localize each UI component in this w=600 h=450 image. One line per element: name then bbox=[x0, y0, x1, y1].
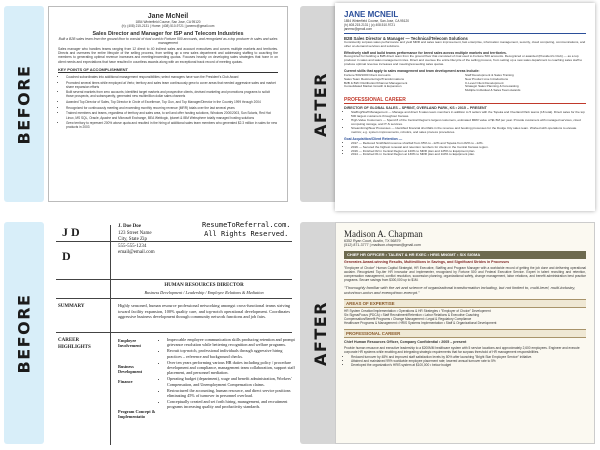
list-item: • Over ten years performing various HR duties including policy / procedure development and compliance, management team collaboration, support staff placement, and personnel mediation. bbox=[167, 360, 295, 376]
summary-label: SUMMARY bbox=[58, 304, 85, 309]
list-item: • Operating budget (department), wage and benefit administration, Workers' Compensation, and Unemployment Compensation claims. bbox=[167, 376, 295, 386]
list-item: • 2016 — Secured the highest renewal and retention numbers for clients in the Central Kansas region. bbox=[351, 146, 586, 150]
section-heading: PROFESSIONAL CAREER bbox=[344, 97, 586, 104]
list-item: • Staffing/Staff Management — Manage and direct 6 sales team members in addition to 5 sellers with the Topeka and Overland Park teams (18 total). Direct sales for the top 500 largest customers throughout Kansas. bbox=[351, 111, 586, 119]
job-heading: Chief Human Resources Officer, Company Confidential • 2005 – present bbox=[344, 340, 467, 345]
resume-summary: Sales manager who handles teams ranging from 12 direct to 40 indirect sales and account executives and covers multiple markets and territories. Directs and oversees the entire lifecycle of the selling process, from setting up a new sales department and addressing staffing to coaching the members to generating optimal revenue increases and meeting/exceeding quotas. Focuses heavily on developing sales strategies that hone in on client needs and expectations that have resulted in countless awards along with an exceptional track record of meeting quotas. bbox=[58, 47, 278, 64]
resume-summary: Recognized for building a B2B direct team from the ground floor that consisted of rival used to Fortune 500 accounts. Recognized or awarded (President's Club) — as a top producer in sales and sales management roles. Direct and oversee the entire lifecycle of the selling process, from setting up a new sales department to coaching sales staff to produce optimal revenue increases and meeting/exceeding sales quotas. bbox=[344, 54, 583, 66]
resume-after-hr bbox=[335, 222, 595, 444]
skill-item: Multiple Individual & Sales Team Awards bbox=[465, 88, 521, 93]
list-item: Healthcare Programs & Management • HRIS Systems Implementation • Staff & Organizational Development bbox=[344, 321, 497, 326]
before-label-top: BEFORE bbox=[4, 6, 44, 202]
section-heading: KEY POINTS OF ACCOMPLISHMENT bbox=[58, 67, 278, 73]
sub-label: Program Concept & Implementatio bbox=[118, 409, 156, 420]
job-list bbox=[351, 111, 586, 134]
list-item: • Promoted several times while employed at Verio; territory and sales team continuously grew to cover areas that needed aggressive sales and market share expansion efforts bbox=[66, 81, 278, 89]
divider bbox=[344, 33, 586, 34]
contact-line: City, State Zip bbox=[118, 237, 147, 243]
title-band: CHIEF HR OFFICER • TALENT & HR EXEC • HRIS MNGMT • SIX SIGMA bbox=[344, 251, 586, 259]
watermark bbox=[202, 221, 291, 239]
skills-intro: Current skills that apply to sales management and team development areas include: bbox=[344, 68, 480, 73]
resume-name: Madison A. Chapman bbox=[344, 229, 423, 239]
list-item: • Grew territory to represent 200% above quota and resulted in the hiring of additional sales team members who generated $2.3 million in sales for new products in 2003 bbox=[66, 121, 278, 129]
skill-item: B2B & B2C Distribution/Channel Management bbox=[344, 80, 408, 85]
resume-contact: (h) 408.215.2131 | (c) 408.510.9721 bbox=[344, 23, 395, 27]
list-item: • Built several markets from zero accounts; identified target markets and prospective clients, devised marketing and promotions programs to solicit those prospects, and subsequently, generated new multimillion dollar sales channels bbox=[66, 90, 278, 98]
skill-item: Fortune 500/1000 Client Accounts bbox=[344, 72, 391, 77]
resume-contact: (h): (408) 215-2131 | Home: (408) 510-9721 | janemc@gmail.com bbox=[121, 24, 215, 28]
list-item: Compensation/Benefit Programs • Change Management • Legal & Regulatory Compliance bbox=[344, 317, 472, 322]
list-item: • Streamlining/New Processes — Identified financial shortfalls in the revenue and booking processes for the Dodge City sales team. Worked with operations to elevate metrics; e.g. system improvements, robotics, and sales process procedures. bbox=[351, 127, 586, 135]
monogram-letter: D bbox=[62, 249, 71, 263]
career-label: HIGHLIGHTS bbox=[58, 345, 91, 350]
list-item: • Attained and maintained 99% worldwide employee placement rate; lowered annual turnover rate to 5% bbox=[351, 359, 586, 363]
resume-name: JANE MCNEIL bbox=[344, 10, 399, 19]
contact-block bbox=[118, 224, 155, 257]
job-description: Provide human resource and executive leadership to a $200MM healthcare system with 5 service locations and approximately 2,600 employees. Engineer and execute corporate HR systems while enabling and integrating strategic requirements that far surpass threshold of HR management responsibilities. bbox=[344, 345, 580, 354]
career-label: CAREER bbox=[58, 338, 80, 343]
monogram: J D bbox=[62, 225, 80, 239]
resume-contact: (512) 871-3777 | madison.chapman@gmail.com bbox=[344, 243, 421, 248]
resume-email: janemc@gmail.com bbox=[344, 27, 373, 31]
watermark-line: All Rights Reserved. bbox=[204, 230, 289, 238]
vertical-divider bbox=[110, 225, 111, 445]
goal-heading: Goal Acquisition/Client Retention — bbox=[344, 136, 403, 141]
list-item: • Restructured the accounting, human resource, and direct service positions eliminating 45% of turnover in personnel overload. bbox=[167, 388, 295, 398]
resume-summary: Highly seasoned, human resource professional networking amongst cross-functional teams striving toward facility expansion, 100% quality care, and top-notch operational development. Coordinates aggressive business development through community network functions and job fairs. bbox=[118, 303, 290, 320]
before-label-bottom: BEFORE bbox=[4, 222, 44, 444]
resume-address: 6352 Ryan Court, Austin, TX 56879 bbox=[344, 239, 401, 243]
contact-line: 123 Street Name bbox=[118, 230, 152, 236]
resume-quote: "Thoroughly familiar with the art and science of organizational transformation including, but not limited to, multi-level, multi-industry, union/non-union and exempt/non-exempt." bbox=[344, 284, 576, 295]
skill-item: C-Level Client Development bbox=[465, 80, 504, 85]
sub-label: Finance bbox=[118, 379, 133, 384]
skill-item: Staff Development & Sales Training bbox=[465, 72, 514, 77]
watermark-line: ResumeToReferral.com. bbox=[202, 221, 291, 229]
divider bbox=[56, 241, 292, 242]
list-item: • Coached subordinates into additional management responsibilities; select managers have won the President's Club Award bbox=[66, 75, 278, 79]
resume-subtitle: Built a B2B sales team from the ground floor to consist of rival used to Fortune 500 accounts, and recognized as a top producer in sales and sales management bbox=[58, 37, 278, 45]
list-item: Six Sigma/Focus (PDCA) • Staff Recruitment/Retention • Labor Relations & Executive Coaching bbox=[344, 313, 480, 318]
career-list bbox=[160, 337, 295, 411]
resume-name: Jane McNeil bbox=[147, 13, 189, 20]
contact-line: 555-555-1234 bbox=[118, 243, 147, 249]
after-label-bottom: AFTER bbox=[300, 222, 340, 444]
list-item: • 2016 — Finished #2 in Central Region at 120% to MRR plan and 125% to Equipment plan. bbox=[351, 150, 586, 154]
skill-item: Strategic Sales Planning & Forecasting bbox=[465, 84, 519, 89]
job-list bbox=[351, 355, 586, 367]
expertise-list bbox=[344, 309, 586, 325]
title-lines: Consistently surpass sales performance and yield MRR and sales team improvement, fast enterprise, information management, security, cloud computing, communications, and other on-demand services and solutions. bbox=[344, 40, 586, 49]
list-item: • Recognized for continuously meeting and exceeding monthly recurring revenue (MRR) totals over the last several years bbox=[66, 106, 278, 110]
resume-highlight: Effectively staff and build teams performance for breed sales across multiple markets and territories. bbox=[344, 51, 507, 55]
divider bbox=[56, 332, 292, 333]
accomplishment-list bbox=[66, 75, 278, 130]
resume-address: 1854 Winterfield Course, San Jose, CA 95120 bbox=[135, 20, 201, 24]
sub-label: Business Development bbox=[118, 364, 143, 375]
resume-title: Sales Director and Manager for ISP and Telecom Industries bbox=[92, 31, 244, 37]
list-item: • Reduced turnover by 48% and improved staff satisfaction levels by 80% after launching "Bright Star Employee Service" initiative. bbox=[351, 355, 586, 359]
skill-item: Consolidated Market Growth & Expansion bbox=[344, 84, 402, 89]
goal-list bbox=[351, 142, 586, 158]
resume-summary: "Employee of Choice" Human Capital Strategist, HR Executive, Staffing and Program Manager with a worldwide record of getting the job done and delivering operational acclaim. Recognized Top-tier HR innovator and implementer, recognized by Fortune 500 and Federal Executive Service. Expert in talent recruiting and retention, compensation management, conflict resolution, succession planning, organizational safety, change management, labor relations, and benefit administration best practice programs. Secure savings from $300,000 up to $1M. bbox=[344, 265, 586, 282]
resume-after-sales bbox=[335, 3, 595, 211]
job-heading: DIRECTOR OF GLOBAL SALES – SPRINT, OVERLAND PARK, KS • 2015 – PRESENT bbox=[344, 106, 487, 111]
resume-before-hr bbox=[52, 219, 296, 445]
list-item: • Impeccable employee communication skills producing retention and prompt grievance resolution while bettering recognition and welfare programs. bbox=[167, 337, 295, 347]
after-label-top: AFTER bbox=[300, 6, 340, 202]
resume-address: 1854 Winterfield Course, San Jose, CA 95120 bbox=[344, 19, 410, 23]
section-heading: AREAS OF EXPERTISE bbox=[344, 299, 586, 308]
skill-item: New Product Line Introductions bbox=[465, 76, 508, 81]
divider bbox=[56, 279, 292, 280]
section-heading: PROFESSIONAL CAREER bbox=[344, 329, 586, 338]
list-item: • 2014 — Finished #1 in Central Region at 130% to MRR plan and 110% to Equipment plan. bbox=[351, 153, 586, 157]
list-item: • Conceptually created and set forth hiring, management, and recruitment programs increasing quality and productivity standards. bbox=[167, 399, 295, 409]
resume-areas: Business Development / Leadership / Employee Relations & Mediation bbox=[144, 290, 264, 295]
list-item: • High-Value Customers — Spend 8 of the Central Region's largest customers, estimated MRR value of $1.5M per year. Provide customers with managed services, cloud computing storage, and IT-S services. bbox=[351, 119, 586, 127]
divider bbox=[56, 298, 292, 299]
sub-label: Employee Involvement bbox=[118, 338, 141, 349]
resume-before-sales bbox=[48, 6, 288, 202]
list-item: • Developed the organization's HRIS system at $100,000 • below budget bbox=[351, 363, 586, 367]
tagline: Generates Award-winning Results, Multimillions in Savings, and Significant Strides in Processes bbox=[344, 260, 510, 265]
contact-line: email@email.com bbox=[118, 250, 155, 256]
skill-item: Sales Team Restructurings/Transformations bbox=[344, 76, 405, 81]
list-item: HR System Creation/Implementation • Operations & HR Strategies • "Employer of Choice" Development bbox=[344, 309, 491, 314]
list-item: • Trained members and teams, regardless of territory and sales area, to sell and offer hosting solutions, Windows 2000/2003, Sun Solaris, Red Hat Linux, MS SQL, Oracle, Apache and Microsoft Exchange, BEA Weblogic, Iplanet & IBM Websphere totally managed hosting solutions bbox=[66, 111, 278, 119]
list-item: • 2017 — Reduced Smithfield revenue shortfall from 65% to –12% and Topeka from 82% to –12%. bbox=[351, 142, 586, 146]
resume-title: HUMAN RESOURCES DIRECTOR bbox=[164, 283, 244, 288]
list-item: • Awarded Top Director of Sales, Top Director in Circle of Excellence, Top Gun, and Top Manager/Director in the Country 1999 through 2004 bbox=[66, 100, 278, 104]
resume-name: J. Doe Doe bbox=[118, 224, 141, 229]
resume-title: B2B Sales Director & Manager — Technical/Telecom Solutions bbox=[344, 36, 468, 42]
list-item: • Recruit top-notch, professional individuals through aggressive hiring practices – reference and background checks. bbox=[167, 348, 295, 358]
skills-columns bbox=[344, 74, 586, 94]
